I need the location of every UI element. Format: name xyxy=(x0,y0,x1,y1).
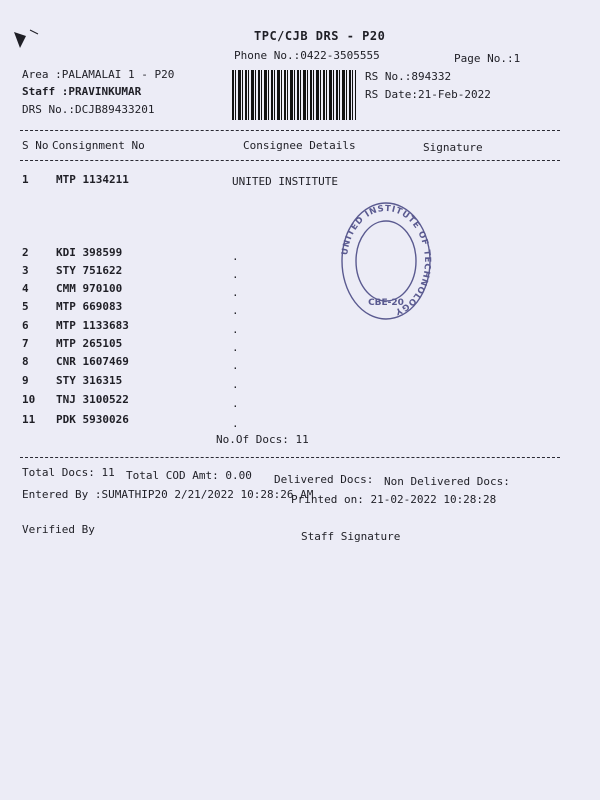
barcode xyxy=(232,70,356,120)
row-sno: 2 xyxy=(22,246,29,259)
row-consignee-details: . xyxy=(232,359,239,372)
institute-stamp xyxy=(340,195,432,327)
row-consignee-details: . xyxy=(232,304,239,317)
verified-by: Verified By xyxy=(22,523,95,536)
row-consignment-no: STY 316315 xyxy=(56,374,123,387)
staff-label: Staff :PRAVINKUMAR xyxy=(22,85,142,98)
area-label: Area :PALAMALAI 1 - P20 xyxy=(22,68,175,81)
stamp-center-text: CBE-20 xyxy=(368,298,404,308)
staff-signature: Staff Signature xyxy=(301,530,401,543)
col-consignee-details: Consignee Details xyxy=(243,139,356,152)
phone-number: Phone No.:0422-3505555 xyxy=(234,49,380,62)
rs-number: RS No.:894332 xyxy=(365,70,452,83)
row-consignment-no: MTP 1133683 xyxy=(56,319,129,332)
row-sno: 8 xyxy=(22,355,29,368)
row-consignee-details: . xyxy=(232,378,239,391)
header-divider-top xyxy=(20,130,560,131)
footer-divider xyxy=(20,457,560,458)
drs-number: DRS No.:DCJB89433201 xyxy=(22,103,155,116)
row-consignee-details: . xyxy=(232,417,239,430)
row-consignee-details: . xyxy=(232,286,239,299)
col-signature: Signature xyxy=(423,141,483,154)
row-consignment-no: STY 751622 xyxy=(56,264,123,277)
document-title: TPC/CJB DRS - P20 xyxy=(254,29,386,43)
row-consignment-no: MTP 265105 xyxy=(56,337,123,350)
row-consignee-details: UNITED INSTITUTE xyxy=(232,175,338,188)
row-sno: 5 xyxy=(22,300,29,313)
row-sno: 11 xyxy=(22,413,36,426)
total-docs: Total Docs: 11 xyxy=(22,466,115,479)
row-consignment-no: MTP 669083 xyxy=(56,300,123,313)
row-consignee-details: . xyxy=(232,250,239,263)
header-divider-bottom xyxy=(20,160,560,161)
printed-on: Printed on: 21-02-2022 10:28:28 xyxy=(291,493,497,506)
row-consignment-no: CNR 1607469 xyxy=(56,355,129,368)
row-consignee-details: . xyxy=(232,397,239,410)
row-consignment-no: CMM 970100 xyxy=(56,282,123,295)
col-consignment-no: Consignment No xyxy=(52,139,145,152)
row-sno: 4 xyxy=(22,282,29,295)
stamp-ring-text: UNITED INSTITUTE OF TECHNOLOGY xyxy=(340,203,432,317)
row-consignment-no: PDK 5930026 xyxy=(56,413,129,426)
col-sno: S No xyxy=(22,139,49,152)
total-cod-amount: Total COD Amt: 0.00 xyxy=(126,469,252,482)
row-sno: 6 xyxy=(22,319,29,332)
no-of-docs: No.Of Docs: 11 xyxy=(216,433,309,446)
row-consignee-details: . xyxy=(232,268,239,281)
row-sno: 9 xyxy=(22,374,29,387)
row-consignee-details: . xyxy=(232,323,239,336)
row-sno: 3 xyxy=(22,264,29,277)
non-delivered-docs: Non Delivered Docs: xyxy=(384,475,510,488)
row-consignment-no: KDI 398599 xyxy=(56,246,123,259)
row-sno: 10 xyxy=(22,393,36,406)
delivered-docs: Delivered Docs: xyxy=(274,473,374,486)
row-consignment-no: TNJ 3100522 xyxy=(56,393,129,406)
row-consignment-no: MTP 1134211 xyxy=(56,173,129,186)
row-sno: 7 xyxy=(22,337,29,350)
row-sno: 1 xyxy=(22,173,29,186)
page-number: Page No.:1 xyxy=(454,52,521,65)
row-consignee-details: . xyxy=(232,341,239,354)
scan-mark-icon xyxy=(8,28,44,54)
rs-date: RS Date:21-Feb-2022 xyxy=(365,88,491,101)
entered-by: Entered By :SUMATHIP20 2/21/2022 10:28:26 AM xyxy=(22,488,314,501)
